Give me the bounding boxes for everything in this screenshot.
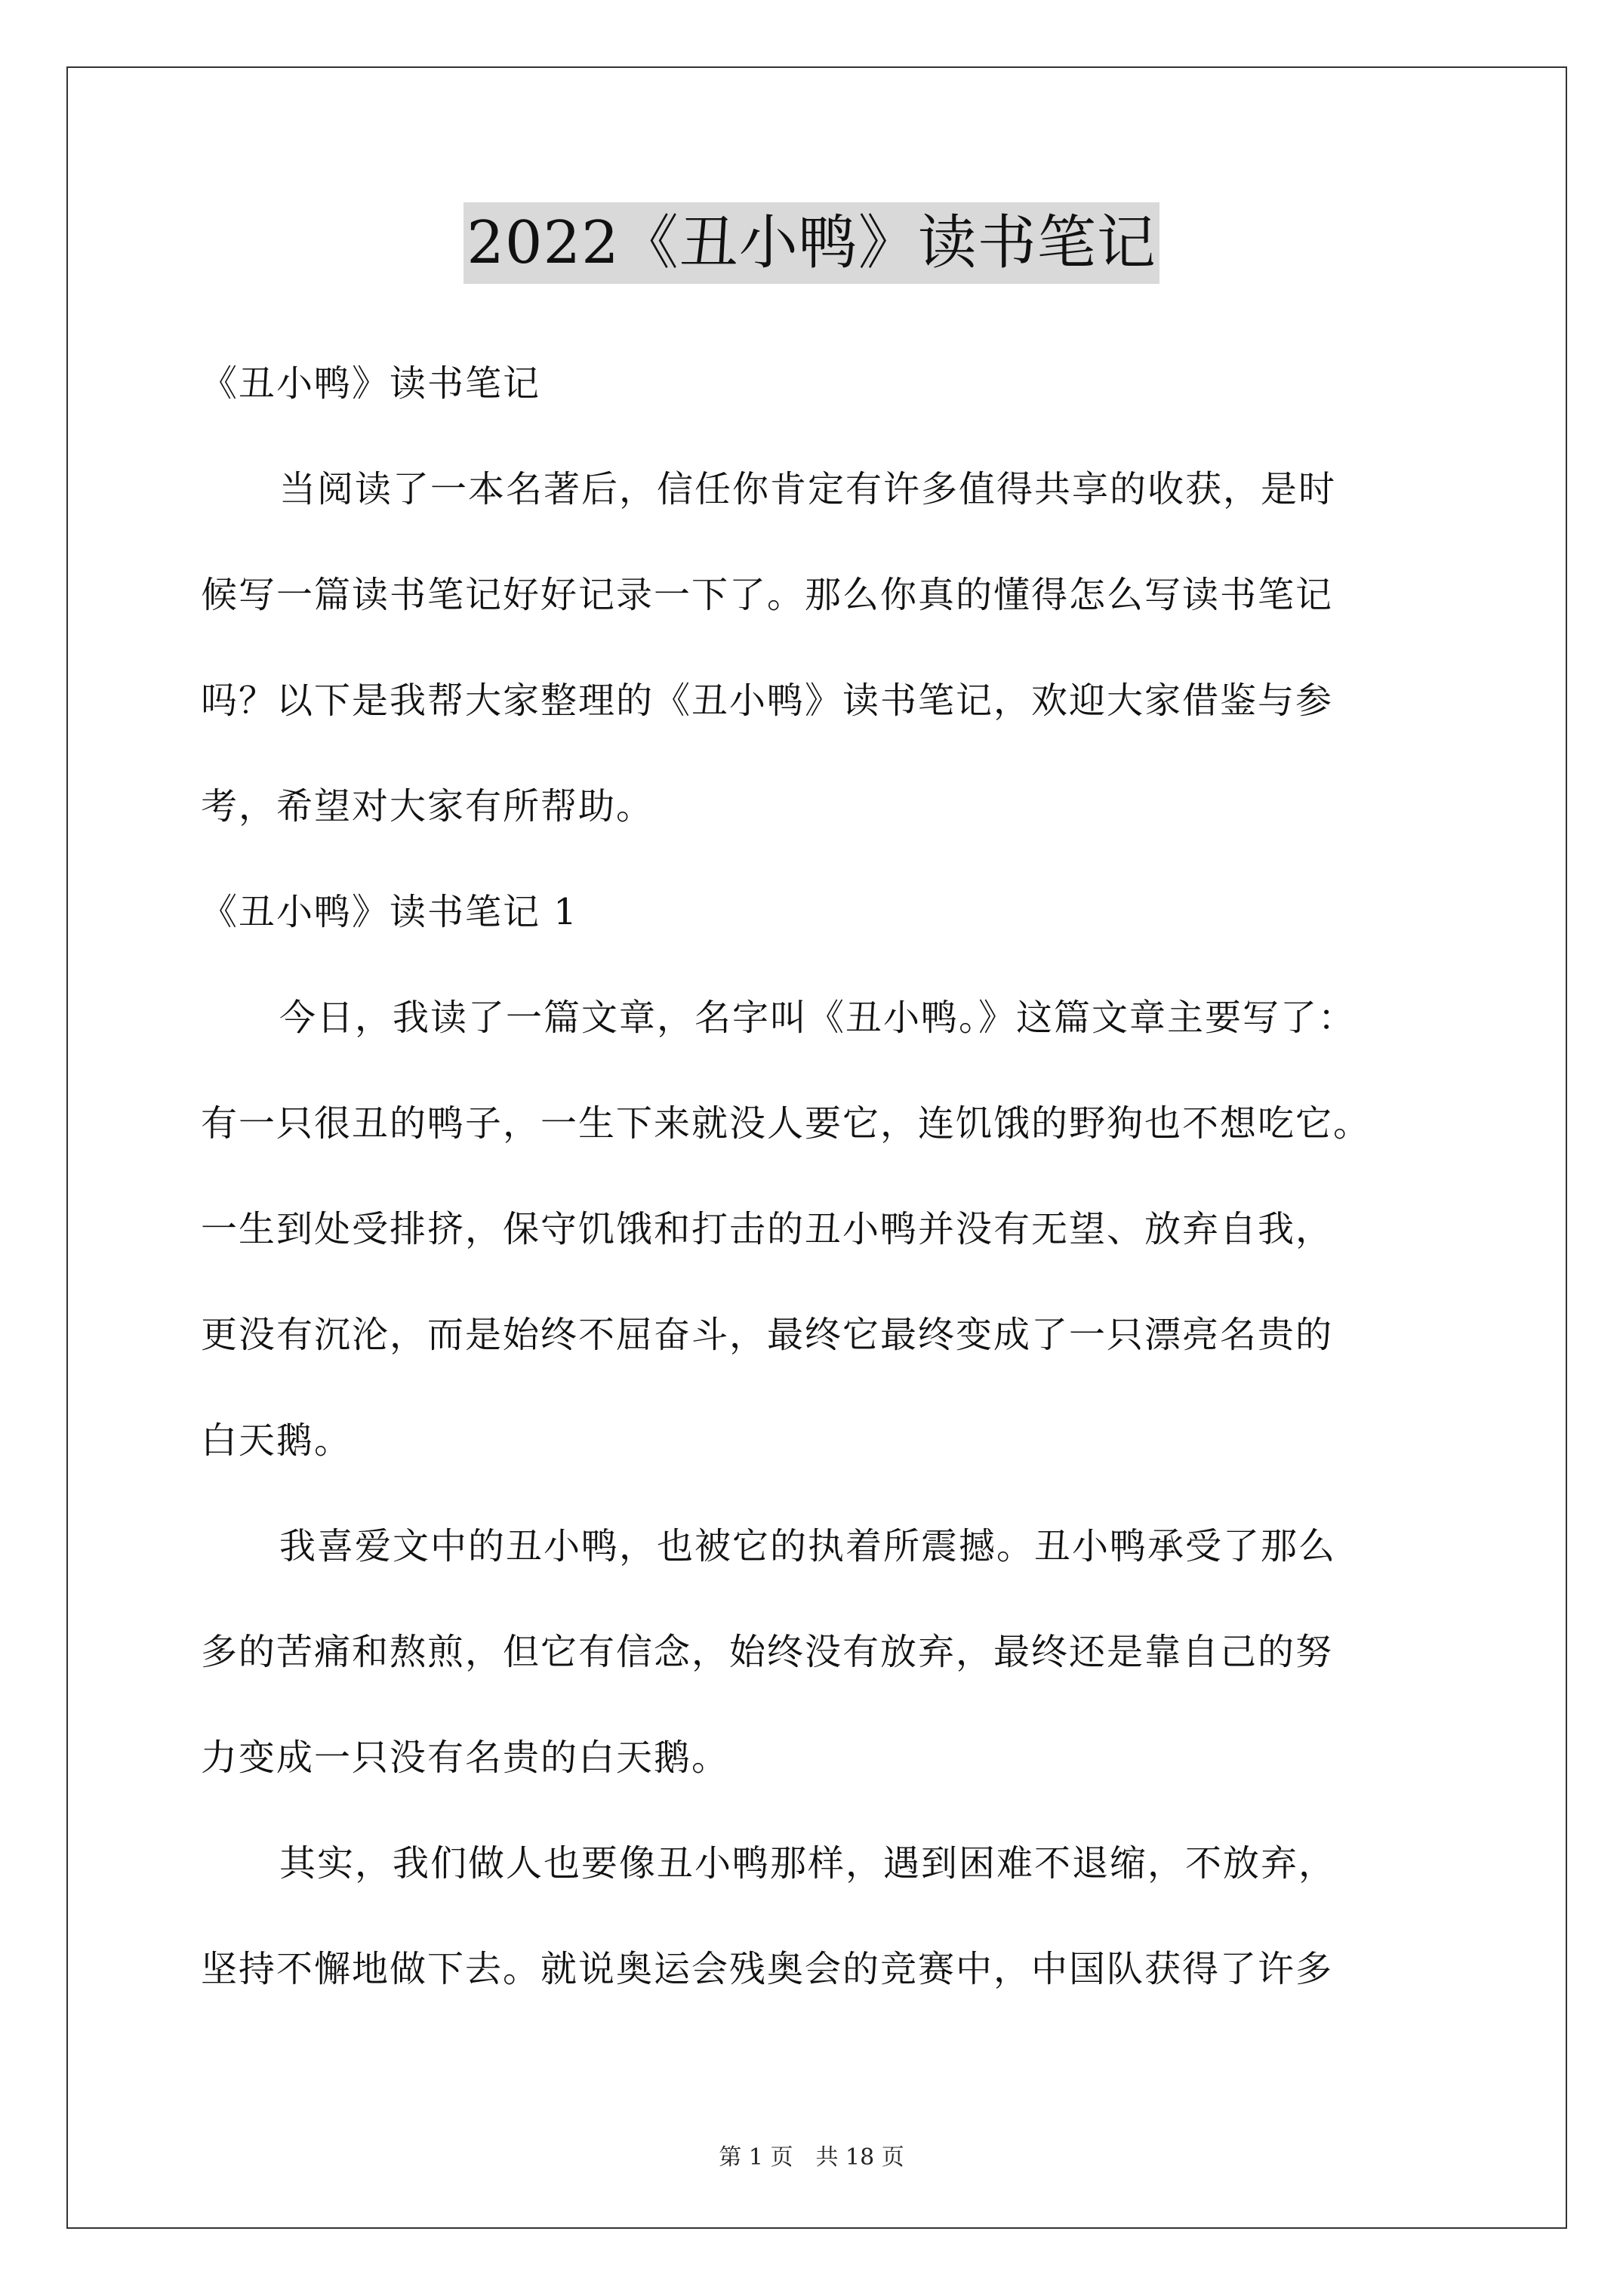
paragraph-line: 候写一篇读书笔记好好记录一下了。那么你真的懂得怎么写读书笔记 bbox=[201, 574, 1334, 616]
paragraph-line: 白天鹅。 bbox=[201, 1419, 353, 1462]
page-footer: 第 1 页 共 18 页 bbox=[719, 2144, 904, 2171]
paragraph-line: 有一只很丑的鸭子，一生下来就没人要它，连饥饿的野狗也不想吃它。 bbox=[201, 1102, 1372, 1145]
paragraph-line: 力变成一只没有名贵的白天鹅。 bbox=[201, 1737, 730, 1779]
paragraph-line: 一生到处受排挤，保守饥饿和打击的丑小鸭并没有无望、放弃自我， bbox=[201, 1208, 1334, 1250]
paragraph-line: 我喜爱文中的丑小鸭，也被它的执着所震撼。丑小鸭承受了那么 bbox=[279, 1525, 1337, 1567]
section-heading: 《丑小鸭》读书笔记 1 bbox=[201, 891, 578, 933]
paragraph-line: 考，希望对大家有所帮助。 bbox=[201, 785, 654, 827]
title-wrap bbox=[0, 202, 1623, 284]
paragraph-line: 多的苦痛和熬煎，但它有信念，始终没有放弃，最终还是靠自己的努 bbox=[201, 1631, 1334, 1673]
document-title: 2022《丑小鸭》读书笔记 bbox=[463, 202, 1160, 284]
paragraph-line: 当阅读了一本名著后，信任你肯定有许多值得共享的收获，是时 bbox=[279, 468, 1337, 510]
section-heading: 《丑小鸭》读书笔记 bbox=[201, 362, 541, 405]
paragraph-line: 吗？以下是我帮大家整理的《丑小鸭》读书笔记，欢迎大家借鉴与参 bbox=[201, 680, 1334, 722]
paragraph-line: 其实，我们做人也要像丑小鸭那样，遇到困难不退缩，不放弃， bbox=[279, 1842, 1337, 1885]
paragraph-line: 更没有沉沦，而是始终不屈奋斗，最终它最终变成了一只漂亮名贵的 bbox=[201, 1314, 1334, 1356]
paragraph-line: 坚持不懈地做下去。就说奥运会残奥会的竞赛中，中国队获得了许多 bbox=[201, 1948, 1334, 1990]
paragraph-line: 今日，我读了一篇文章，名字叫《丑小鸭。》这篇文章主要写了： bbox=[279, 997, 1357, 1039]
